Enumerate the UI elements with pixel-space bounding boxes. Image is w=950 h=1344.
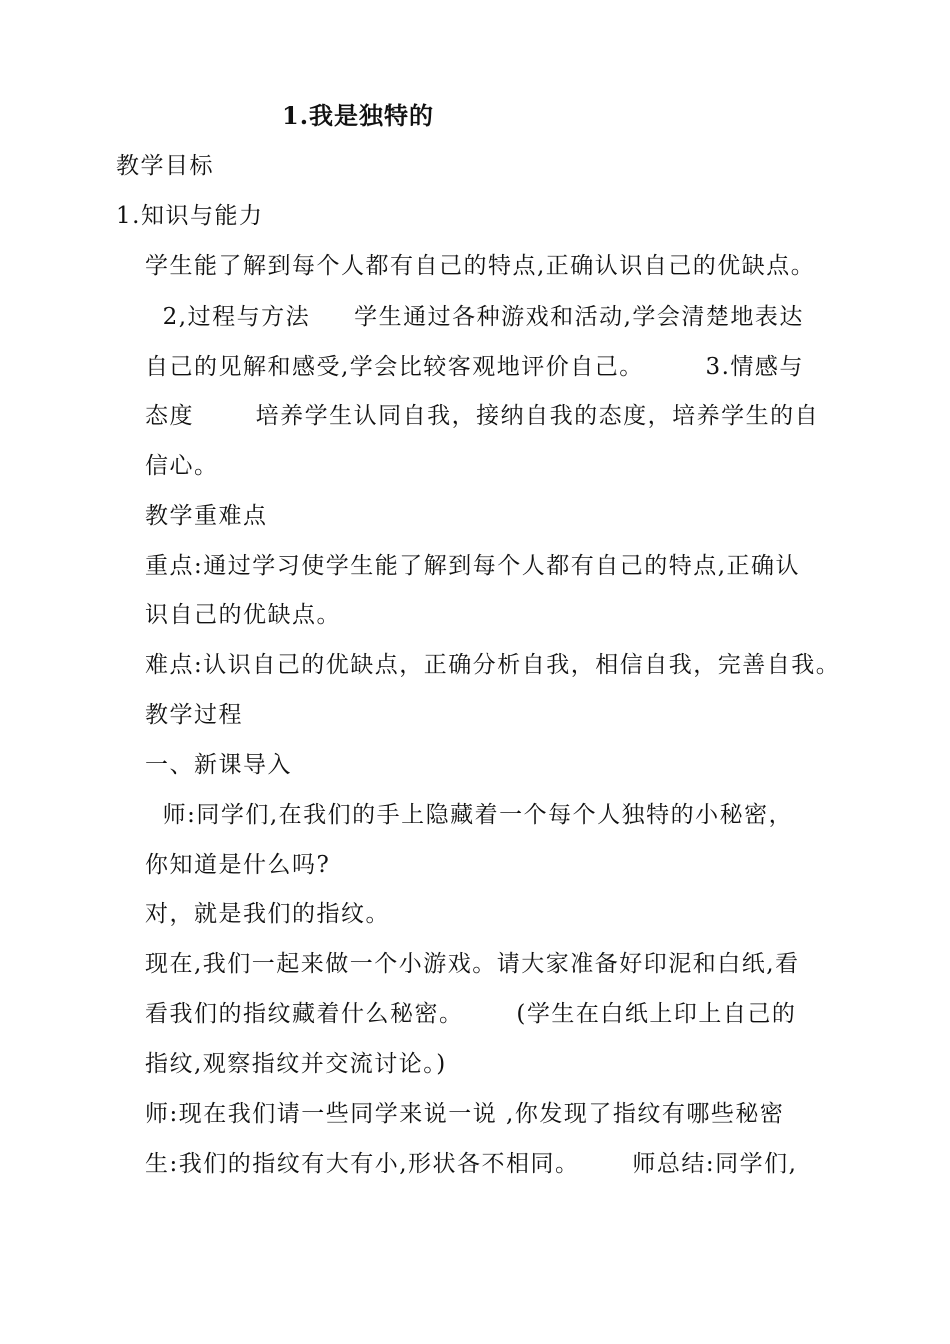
paragraph-line: 自己的见解和感受,学会比较客观地评价自己。 3.情感与 — [145, 354, 804, 380]
paragraph-line: 师:同学们,在我们的手上隐藏着一个每个人独特的小秘密， — [145, 802, 794, 828]
paragraph-line: 现在,我们一起来做一个小游戏。请大家准备好印泥和白纸,看 — [145, 951, 800, 977]
subheading-knowledge: 1.知识与能力 — [116, 203, 264, 229]
paragraph-line: 看我们的指纹藏着什么秘密。 (学生在白纸上印上自己的 — [145, 1001, 797, 1027]
paragraph-line: 指纹,观察指纹并交流讨论。) — [145, 1051, 447, 1077]
paragraph-line: 生:我们的指纹有大有小,形状各不相同。 师总结:同学们, — [145, 1151, 798, 1177]
paragraph-line: 重点:通过学习使学生能了解到每个人都有自己的特点,正确认 — [145, 553, 801, 579]
paragraph-line: 对，就是我们的指纹。 — [145, 901, 390, 927]
paragraph-line: 你知道是什么吗? — [145, 852, 331, 878]
paragraph-line: 师:现在我们请一些同学来说一说 ,你发现了指纹有哪些秘密 — [145, 1101, 785, 1127]
paragraph-line: 信心。 — [145, 453, 219, 479]
document-title: 1.我是独特的 — [282, 101, 435, 130]
paragraph-line: 态度 培养学生认同自我，接纳自我的态度，培养学生的自 — [145, 403, 820, 429]
subheading-intro: 一、新课导入 — [145, 752, 292, 778]
paragraph-line: 学生能了解到每个人都有自己的特点,正确认识自己的优缺点。 — [145, 253, 816, 279]
paragraph-line: 难点:认识自己的优缺点，正确分析自我，相信自我，完善自我。 — [145, 652, 841, 678]
paragraph-line: 识自己的优缺点。 — [145, 602, 341, 628]
section-heading-objectives: 教学目标 — [116, 153, 214, 179]
paragraph-line: 2,过程与方法 学生通过各种游戏和活动,学会清楚地表达 — [145, 304, 804, 330]
section-heading-key-points: 教学重难点 — [145, 503, 268, 529]
section-heading-process: 教学过程 — [145, 702, 243, 728]
